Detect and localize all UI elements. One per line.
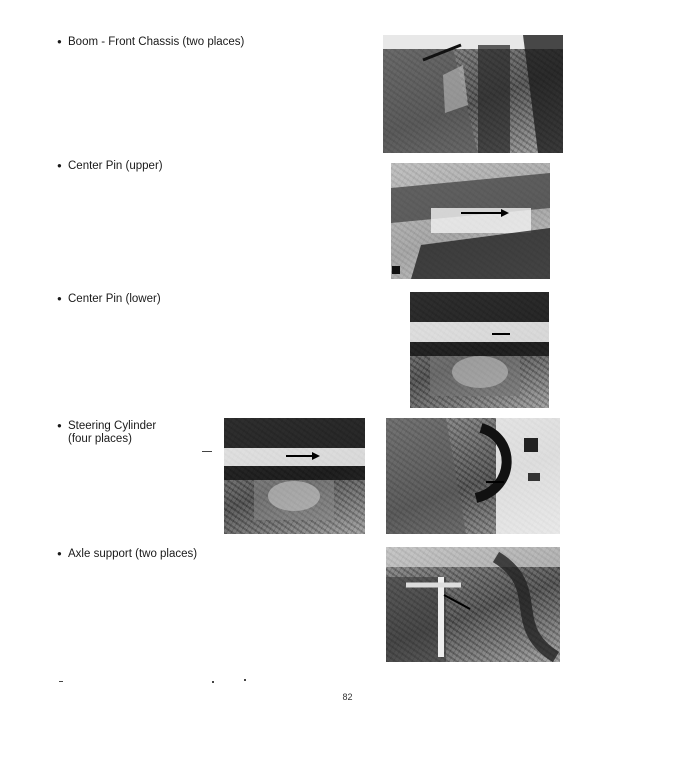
bullet-icon (57, 548, 68, 561)
bullet-icon (57, 160, 68, 173)
label-text: Center Pin (lower) (68, 293, 161, 305)
photo-steering-cylinder-right (386, 418, 560, 534)
label-text: Center Pin (upper) (68, 160, 163, 172)
label-text: Steering Cylinder (68, 420, 157, 432)
speck (212, 681, 214, 683)
speck (202, 451, 212, 452)
label-steering-cylinder (57, 420, 156, 446)
photo-center-pin-lower (410, 292, 549, 408)
bullet-icon (57, 36, 68, 49)
page-number: 82 (342, 692, 353, 702)
marker-icon (392, 266, 400, 274)
photo-axle-support (386, 547, 560, 662)
bullet-icon (57, 420, 68, 433)
label-text-line2: (four places) (68, 433, 132, 445)
photo-center-pin-upper (391, 163, 550, 279)
speck (244, 679, 246, 681)
label-text: Boom - Front Chassis (two places) (68, 36, 245, 48)
label-boom-front-chassis (57, 36, 244, 49)
photo-steering-cylinder-left (224, 418, 365, 534)
label-center-pin-upper (57, 160, 163, 173)
bullet-icon (57, 293, 68, 306)
label-axle-support (57, 548, 197, 561)
label-center-pin-lower (57, 293, 161, 306)
speck (59, 681, 63, 682)
photo-boom-front-chassis (383, 35, 563, 153)
label-text: Axle support (two places) (68, 548, 198, 560)
